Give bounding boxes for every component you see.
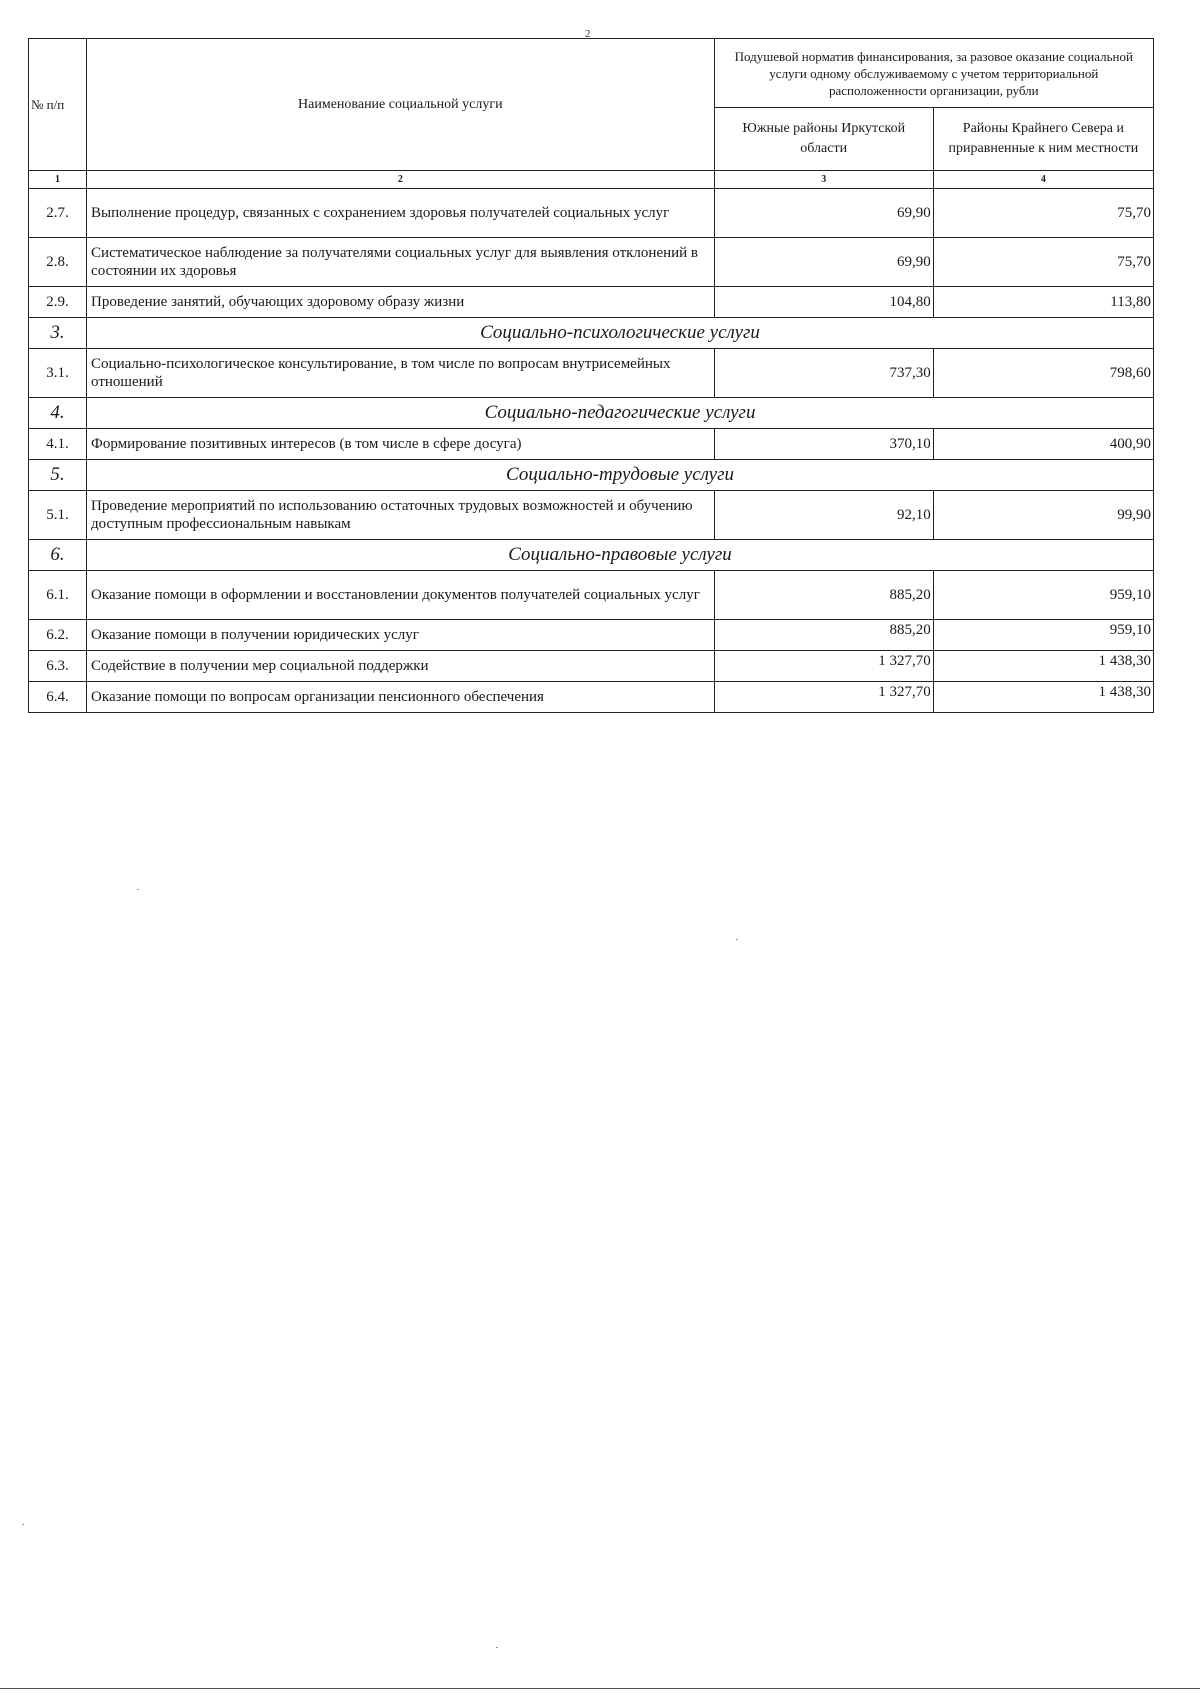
- service-name: Оказание помощи в получении юридических услуг: [87, 620, 715, 651]
- north-value: 400,90: [933, 429, 1153, 460]
- header-financing-norm: Подушевой норматив финансирования, за разовое оказание социальной услуги одному обслуживаемому с учетом территориальной расположенности организации, рубли: [714, 39, 1153, 108]
- north-value: 798,60: [933, 349, 1153, 398]
- table-row: [29, 429, 1154, 460]
- north-value: 75,70: [933, 189, 1153, 238]
- scan-speck: [496, 1647, 498, 1648]
- south-value: 737,30: [714, 349, 933, 398]
- service-name: Проведение мероприятий по использованию остаточных трудовых возможностей и обучению доступным профессиональным навыкам: [87, 491, 715, 540]
- section-row: [29, 398, 1154, 429]
- south-value: 69,90: [714, 189, 933, 238]
- column-index: 2: [87, 171, 715, 189]
- row-number: 2.9.: [29, 287, 87, 318]
- scan-speck: [22, 1524, 24, 1525]
- table-row: [29, 238, 1154, 287]
- row-number: 4.1.: [29, 429, 87, 460]
- service-name: Социально-психологическое консультирование, в том числе по вопросам внутрисемейных отношений: [87, 349, 715, 398]
- south-value: 1 327,70: [714, 682, 933, 713]
- north-value: 1 438,30: [933, 651, 1153, 682]
- north-value: 99,90: [933, 491, 1153, 540]
- table-row: [29, 620, 1154, 651]
- section-title: Социально-педагогические услуги: [87, 398, 1154, 429]
- bottom-rule: [0, 1688, 1200, 1689]
- north-value: 113,80: [933, 287, 1153, 318]
- section-row: [29, 540, 1154, 571]
- header-num: № п/п: [29, 39, 87, 171]
- section-row: [29, 318, 1154, 349]
- section-number: 3.: [29, 318, 87, 349]
- column-index: 4: [933, 171, 1153, 189]
- section-title: Социально-трудовые услуги: [87, 460, 1154, 491]
- south-value: 104,80: [714, 287, 933, 318]
- financing-norms-table: [28, 38, 1154, 713]
- table-row: [29, 571, 1154, 620]
- south-value: 1 327,70: [714, 651, 933, 682]
- header-north-regions: Районы Крайнего Севера и приравненные к ним местности: [933, 108, 1153, 171]
- service-name: Формирование позитивных интересов (в том числе в сфере досуга): [87, 429, 715, 460]
- table-row: [29, 682, 1154, 713]
- row-number: 2.8.: [29, 238, 87, 287]
- north-value: 1 438,30: [933, 682, 1153, 713]
- scan-speck: [736, 939, 738, 940]
- table-row: [29, 349, 1154, 398]
- table-row: [29, 491, 1154, 540]
- service-name: Содействие в получении мер социальной поддержки: [87, 651, 715, 682]
- row-number: 3.1.: [29, 349, 87, 398]
- section-number: 6.: [29, 540, 87, 571]
- section-title: Социально-правовые услуги: [87, 540, 1154, 571]
- section-row: [29, 460, 1154, 491]
- south-value: 69,90: [714, 238, 933, 287]
- section-number: 4.: [29, 398, 87, 429]
- north-value: 959,10: [933, 571, 1153, 620]
- south-value: 92,10: [714, 491, 933, 540]
- service-name: Оказание помощи в оформлении и восстановлении документов получателей социальных услуг: [87, 571, 715, 620]
- row-number: 5.1.: [29, 491, 87, 540]
- scan-speck: [137, 889, 139, 890]
- header-service-name: Наименование социальной услуги: [87, 39, 715, 171]
- row-number: 2.7.: [29, 189, 87, 238]
- table-row: [29, 287, 1154, 318]
- row-number: 6.1.: [29, 571, 87, 620]
- service-name: Оказание помощи по вопросам организации пенсионного обеспечения: [87, 682, 715, 713]
- table-row: [29, 651, 1154, 682]
- row-number: 6.3.: [29, 651, 87, 682]
- header-row: [29, 39, 1154, 108]
- header-south-regions: Южные районы Иркутской области: [714, 108, 933, 171]
- south-value: 885,20: [714, 620, 933, 651]
- north-value: 959,10: [933, 620, 1153, 651]
- service-name: Выполнение процедур, связанных с сохранением здоровья получателей социальных услуг: [87, 189, 715, 238]
- column-index: 1: [29, 171, 87, 189]
- south-value: 370,10: [714, 429, 933, 460]
- row-number: 6.2.: [29, 620, 87, 651]
- column-index: 3: [714, 171, 933, 189]
- section-title: Социально-психологические услуги: [87, 318, 1154, 349]
- service-name: Проведение занятий, обучающих здоровому образу жизни: [87, 287, 715, 318]
- table-row: [29, 189, 1154, 238]
- south-value: 885,20: [714, 571, 933, 620]
- page-number: 2: [585, 28, 591, 40]
- north-value: 75,70: [933, 238, 1153, 287]
- column-index-row: [29, 171, 1154, 189]
- section-number: 5.: [29, 460, 87, 491]
- service-name: Систематическое наблюдение за получателями социальных услуг для выявления отклонений в состоянии их здоровья: [87, 238, 715, 287]
- row-number: 6.4.: [29, 682, 87, 713]
